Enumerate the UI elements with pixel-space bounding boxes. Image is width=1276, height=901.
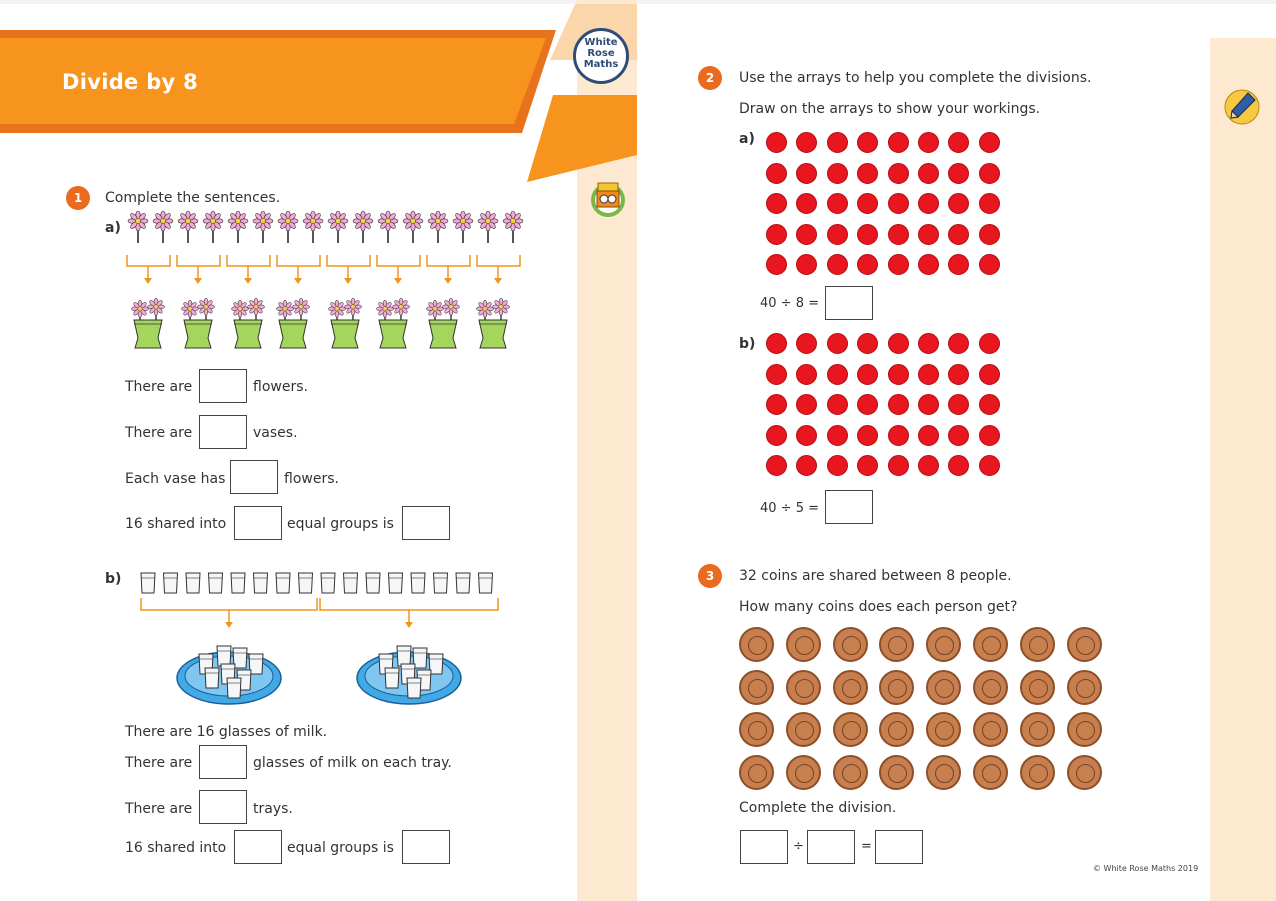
array-dot <box>918 193 939 214</box>
array-dot <box>948 254 969 275</box>
q3-instruction: 32 coins are shared between 8 people. <box>739 568 1012 584</box>
coin-icon <box>926 755 961 790</box>
array-dot <box>888 132 909 153</box>
equals-sign: = <box>861 839 872 854</box>
q1a-line4-after: equal groups is <box>287 516 394 532</box>
array-dot <box>796 333 817 354</box>
page-title: Divide by 8 <box>62 70 199 94</box>
array-dot <box>888 455 909 476</box>
coin-icon <box>786 670 821 705</box>
array-dot <box>766 364 787 385</box>
answer-box[interactable] <box>230 460 278 494</box>
flowers-and-vases-illustration <box>125 210 525 365</box>
array-dot <box>827 364 848 385</box>
array-dot <box>827 132 848 153</box>
q1a-line3-before: Each vase has <box>125 471 226 487</box>
array-dot <box>948 163 969 184</box>
question-1-number: 1 <box>66 186 90 210</box>
coin-icon <box>1067 712 1102 747</box>
q1a-line1-before: There are <box>125 379 193 395</box>
array-dot <box>857 364 878 385</box>
q2-instruction: Use the arrays to help you complete the divisions. <box>739 70 1092 86</box>
array-dot <box>796 425 817 446</box>
array-dot <box>979 193 1000 214</box>
dot-array-a[interactable] <box>766 132 1006 282</box>
coin-icon <box>973 627 1008 662</box>
answer-box[interactable] <box>402 506 450 540</box>
coin-icon <box>786 627 821 662</box>
array-dot <box>918 394 939 415</box>
array-dot <box>979 364 1000 385</box>
answer-box[interactable] <box>402 830 450 864</box>
answer-box[interactable] <box>807 830 855 864</box>
q1b-line1-before: There are <box>125 755 193 771</box>
array-dot <box>918 224 939 245</box>
answer-box[interactable] <box>234 506 282 540</box>
logo-line: Maths <box>583 59 619 70</box>
array-dot <box>948 193 969 214</box>
array-dot <box>979 132 1000 153</box>
array-dot <box>888 254 909 275</box>
array-dot <box>888 224 909 245</box>
answer-box[interactable] <box>199 415 247 449</box>
array-dot <box>918 333 939 354</box>
array-dot <box>796 224 817 245</box>
coin-icon <box>879 755 914 790</box>
dot-array-b[interactable] <box>766 333 1006 483</box>
coin-icon <box>833 670 868 705</box>
answer-box[interactable] <box>199 369 247 403</box>
q1a-line4-before: 16 shared into <box>125 516 227 532</box>
array-dot <box>948 364 969 385</box>
array-dot <box>827 193 848 214</box>
array-dot <box>918 455 939 476</box>
array-dot <box>888 364 909 385</box>
array-dot <box>918 132 939 153</box>
coin-icon <box>833 627 868 662</box>
q1-instruction: Complete the sentences. <box>105 190 281 206</box>
array-dot <box>766 254 787 275</box>
coin-icon <box>739 755 774 790</box>
q2-part-b-label: b) <box>739 336 756 352</box>
question-3-number: 3 <box>698 564 722 588</box>
array-dot <box>979 163 1000 184</box>
array-dot <box>888 333 909 354</box>
array-dot <box>766 455 787 476</box>
answer-box[interactable] <box>740 830 788 864</box>
array-dot <box>827 333 848 354</box>
array-dot <box>857 394 878 415</box>
array-dot <box>766 425 787 446</box>
array-dot <box>796 394 817 415</box>
array-dot <box>857 425 878 446</box>
array-dot <box>796 163 817 184</box>
array-dot <box>857 333 878 354</box>
coin-icon <box>1020 627 1055 662</box>
answer-box[interactable] <box>199 745 247 779</box>
coin-icon <box>739 670 774 705</box>
array-dot <box>918 163 939 184</box>
q3-question: How many coins does each person get? <box>739 599 1018 615</box>
array-dot <box>979 425 1000 446</box>
array-dot <box>766 193 787 214</box>
answer-box[interactable] <box>234 830 282 864</box>
answer-box[interactable] <box>825 490 873 524</box>
coin-icon <box>833 755 868 790</box>
question-2-number: 2 <box>698 66 722 90</box>
logo-line: White <box>584 37 618 48</box>
q1b-line2-after: trays. <box>253 801 293 817</box>
answer-box[interactable] <box>875 830 923 864</box>
q2-instruction-2: Draw on the arrays to show your workings. <box>739 101 1041 117</box>
array-dot <box>888 193 909 214</box>
array-dot <box>857 254 878 275</box>
array-dot <box>796 132 817 153</box>
array-dot <box>766 224 787 245</box>
array-dot <box>948 224 969 245</box>
right-page-gutter <box>1210 38 1276 901</box>
array-dot <box>827 224 848 245</box>
q2-part-a-label: a) <box>739 131 755 147</box>
coin-icon <box>1020 712 1055 747</box>
logo-line: Rose <box>587 48 615 59</box>
array-dot <box>918 425 939 446</box>
coin-icon <box>739 712 774 747</box>
array-dot <box>948 394 969 415</box>
array-dot <box>796 455 817 476</box>
array-dot <box>979 333 1000 354</box>
array-dot <box>796 254 817 275</box>
array-dot <box>827 163 848 184</box>
q2a-equation: 40 ÷ 8 = <box>760 296 819 311</box>
q1-part-a-label: a) <box>105 220 121 236</box>
coin-icon <box>1020 755 1055 790</box>
q1b-line2-before: There are <box>125 801 193 817</box>
array-dot <box>888 425 909 446</box>
array-dot <box>948 455 969 476</box>
array-dot <box>979 254 1000 275</box>
q1a-line2-before: There are <box>125 425 193 441</box>
q2b-equation: 40 ÷ 5 = <box>760 501 819 516</box>
q1b-line3-after: equal groups is <box>287 840 394 856</box>
coin-icon <box>926 627 961 662</box>
array-dot <box>796 364 817 385</box>
array-dot <box>888 394 909 415</box>
q1a-line2-after: vases. <box>253 425 298 441</box>
array-dot <box>979 455 1000 476</box>
array-dot <box>918 254 939 275</box>
q1b-line3-before: 16 shared into <box>125 840 227 856</box>
array-dot <box>766 132 787 153</box>
q1b-line1-after: glasses of milk on each tray. <box>253 755 452 771</box>
glasses-and-trays-illustration <box>135 570 515 715</box>
array-dot <box>918 364 939 385</box>
coin-icon <box>926 712 961 747</box>
q1-part-b-label: b) <box>105 571 122 587</box>
coin-icon <box>973 755 1008 790</box>
coin-icon <box>1067 627 1102 662</box>
array-dot <box>796 193 817 214</box>
array-dot <box>857 193 878 214</box>
title-banner <box>0 0 640 190</box>
coin-icon <box>973 712 1008 747</box>
array-dot <box>979 224 1000 245</box>
array-dot <box>948 425 969 446</box>
q1b-intro: There are 16 glasses of milk. <box>125 724 328 740</box>
array-dot <box>948 132 969 153</box>
coin-icon <box>739 627 774 662</box>
array-dot <box>888 163 909 184</box>
array-dot <box>766 333 787 354</box>
array-dot <box>766 394 787 415</box>
array-dot <box>827 455 848 476</box>
coin-icon <box>879 712 914 747</box>
array-dot <box>857 224 878 245</box>
array-dot <box>979 394 1000 415</box>
array-dot <box>857 163 878 184</box>
reasoning-cube-icon <box>588 178 628 218</box>
divide-sign: ÷ <box>793 839 804 854</box>
array-dot <box>827 425 848 446</box>
array-dot <box>948 333 969 354</box>
copyright-text: © White Rose Maths 2019 <box>1093 864 1199 873</box>
coin-icon <box>879 670 914 705</box>
coins-array <box>739 627 1109 787</box>
array-dot <box>857 455 878 476</box>
q1a-line1-after: flowers. <box>253 379 308 395</box>
array-dot <box>827 254 848 275</box>
coin-icon <box>786 755 821 790</box>
coin-icon <box>786 712 821 747</box>
answer-box[interactable] <box>825 286 873 320</box>
q1a-line3-after: flowers. <box>284 471 339 487</box>
array-dot <box>857 132 878 153</box>
coin-icon <box>879 627 914 662</box>
answer-box[interactable] <box>199 790 247 824</box>
coin-icon <box>973 670 1008 705</box>
pencil-icon <box>1222 87 1262 127</box>
coin-icon <box>1067 670 1102 705</box>
coin-icon <box>926 670 961 705</box>
white-rose-maths-logo <box>573 28 629 84</box>
array-dot <box>827 394 848 415</box>
q3-complete-instruction: Complete the division. <box>739 800 897 816</box>
coin-icon <box>833 712 868 747</box>
coin-icon <box>1020 670 1055 705</box>
coin-icon <box>1067 755 1102 790</box>
array-dot <box>766 163 787 184</box>
